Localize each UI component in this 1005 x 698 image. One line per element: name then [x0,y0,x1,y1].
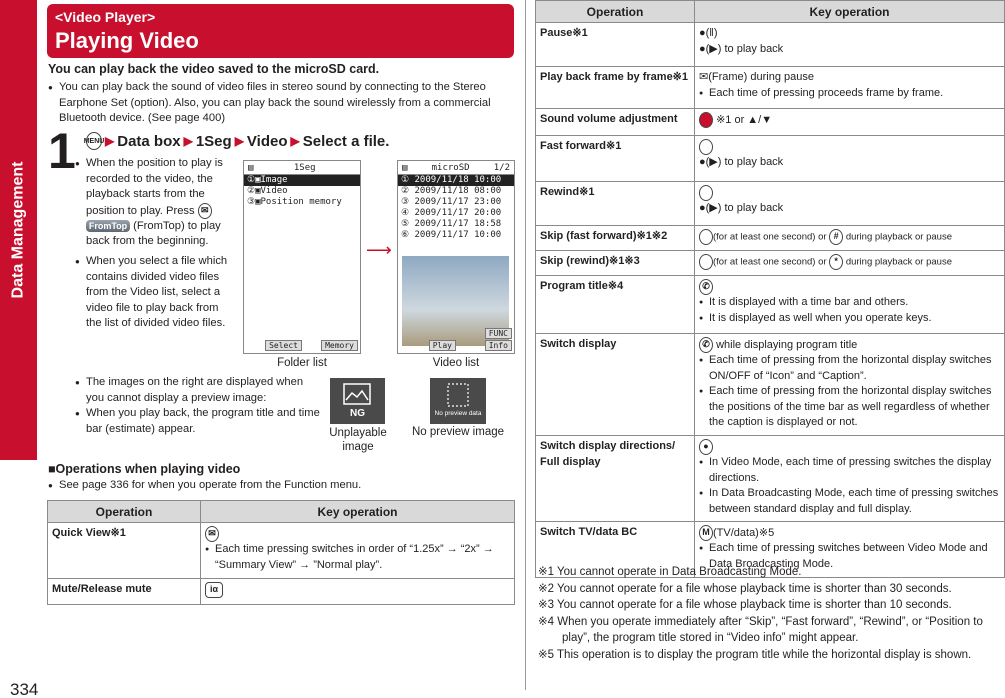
table-row: Switch display ✆ while displaying program title ● Each time of pressing from the horizontal display switches ON/OFF of “Icon” and “Caption”. ● Each time of pressing from the horizontal display switches the positions of the time bar as well regardless of whether the caption is displayed or not. [536,334,1005,436]
memory-softkey: Memory [321,340,358,351]
frame-line: ✉(Frame) during pause [699,71,814,83]
video-screen-page: 1/2 [493,162,510,173]
key-operation-header: Key operation [201,501,515,523]
unplayable-caption: Unplayable image [329,427,387,453]
select-softkey: Select [265,340,302,351]
step-bullet-divided: ● When you select a file which contains divided video files from the Video list, select a video file to play back from the list of divided video files. [75,254,235,332]
asterisk-key-icon: * [829,254,843,270]
table-row [536,23,1005,67]
op-skip-forward: Skip (fast forward)※1※2 [536,226,695,251]
call-key-icon: ✆ [699,279,713,295]
quick-view-note: ● Each time pressing switches in order of “1.25x” → “2x” → “Summary View” → ”Normal play”. [205,542,510,573]
key-operation-header: Key operation [695,1,1005,23]
side-key-icon [699,112,713,128]
footnote: ※5 This operation is to display the program title while the horizontal display is shown. [538,648,972,661]
arrow-icon: ⟶ [366,240,392,260]
left-key-icon [699,254,713,270]
footnote: ※1 You cannot operate in Data Broadcasting Mode. [538,566,802,578]
triangle-icon: ▶ [290,134,300,148]
column-divider [525,0,526,690]
menu-key-icon: MENU [86,132,102,150]
table-header-row [48,501,515,523]
table-row: Skip (fast forward)※1※2 (for at least one second) or # during playback or pause [536,226,1005,251]
op-switch-display: Switch display [536,334,695,436]
section-title: ■Operations when playing video [48,462,241,476]
video-row: ⑥ 2009/11/17 10:00 [401,230,502,240]
folder-screen-title: 1Seg [293,162,316,173]
triangle-icon: ▶ [105,134,115,148]
page-title: Playing Video [55,28,199,53]
folder-list-caption: Folder list [277,357,327,369]
folder-row: ②▣Video [247,186,288,196]
table-row [536,109,1005,136]
op-switch-tv-data: Switch TV/data BC [536,522,695,578]
video-row: ① 2009/11/18 10:00 [398,175,514,186]
video-list-screen: ▤ microSD 1/2 ① 2009/11/18 10:00 ② 2009/11/18 08:00 ③ 2009/11/17 23:00 ④ 2009/11/17 20:00 ⑤ 2009/11/17 18:58 ⑥ 2009/11/17 10:00 Play FUNC Info [397,160,515,354]
video-screen-title: microSD [431,162,470,173]
op-pause: Pause※1 [536,23,695,67]
table-row: Switch display directions/ Full display ● ● In Video Mode, each time of pressing switches the display directions. ● In Data Broadcasting Mode, each time of pressing switches between standard display and full display. [536,436,1005,522]
hash-key-icon: # [829,229,843,245]
triangle-icon: ▶ [234,134,244,148]
pause-line: ●(‖) [699,27,718,39]
video-list-caption: Video list [432,357,480,369]
table-header-row [536,1,1005,23]
folder-row: ①▣Image [244,175,360,186]
right-key-icon [699,139,713,155]
left-operations-table [47,500,515,605]
triangle-icon: ▶ [183,134,193,148]
side-tab-label: Data Management [9,161,27,299]
op-fast-forward: Fast forward※1 [536,136,695,182]
volume-line: ※1 or ▲/▼ [716,113,773,126]
table-row: Program title※4 ✆ ● It is displayed with a time bar and others. ● It is displayed as well when you operate keys. [536,276,1005,334]
step-number: 1 [48,123,76,179]
left-key-icon [699,185,713,201]
footnote: ※4 When you operate immediately after “Skip”, “Fast forward”, “Rewind”, or “Position to play”, the program title stored in “Video info” might appear. [538,615,983,644]
op-mute: Mute/Release mute [48,579,201,605]
op-switch-directions: Switch display directions/ Full display [536,436,695,522]
menu-key-icon: M [699,525,713,541]
unplayable-icon-text: NG [350,408,365,419]
lead-text: You can play back the video saved to the microSD card. [48,62,380,76]
video-row: ② 2009/11/18 08:00 [401,186,502,196]
mail-key-icon: ✉ [198,203,212,219]
operation-header: Operation [536,1,695,23]
fast-forward-line: ●(▶) to play back [699,156,784,169]
header-subtitle: <Video Player> [55,9,156,25]
side-tab [0,0,37,698]
section-note: ● See page 336 for when you operate from the Function menu. [48,478,518,494]
video-row: ④ 2009/11/17 20:00 [401,208,502,218]
step-part-select: Select a file. [302,132,390,150]
intro-bullet: ● You can play back the sound of video files in stereo sound by connecting to the Stereo Earphone Set (option). Also, you can play back the sound wirelessly from a commercial Bluetooth device. (See page 400) [48,80,518,127]
op-frame-by-frame: Play back frame by frame※1 [536,67,695,109]
mail-key-icon: ✉ [205,526,219,542]
call-key-icon: ✆ [699,337,713,353]
op-sound-volume: Sound volume adjustment [536,109,695,136]
page-number: 334 [10,680,39,698]
unplayable-icon [330,378,385,424]
play-softkey: Play [429,340,456,351]
right-key-icon [699,229,713,245]
step-part-data-box: Data box [117,132,181,150]
op-program-title: Program title※4 [536,276,695,334]
frame-note: ● Each time of pressing proceeds frame by frame. [699,86,1000,102]
table-row: Skip (rewind)※1※3 (for at least one second) or * during playback or pause [536,251,1005,276]
video-row: ③ 2009/11/17 23:00 [401,197,502,207]
rewind-line: ●(▶) to play back [699,202,784,215]
operation-header: Operation [48,501,201,523]
table-row [48,579,515,605]
folder-row: ③▣Position memory [247,197,342,207]
no-preview-caption: No preview image [411,426,505,438]
op-skip-rewind: Skip (rewind)※1※3 [536,251,695,276]
table-row [48,523,515,579]
folder-list-screen: ▤ 1Seg ①▣Image ②▣Video ③▣Position memory Select Memory [243,160,361,354]
video-row: ⑤ 2009/11/17 18:58 [401,219,502,229]
step-bullet-position: ● When the position to play is recorded to the video, the playback starts from the position to play. Press ✉ FromTop (FromTop) to play back from the beginning. [75,156,235,250]
footnote: ※3 You cannot operate for a file whose playback time is shorter than 10 seconds. [538,599,952,611]
i-alpha-key-icon: iα [205,582,223,598]
table-row [536,67,1005,109]
func-softkey: FUNC [485,328,512,339]
footnotes [538,564,1002,663]
op-quick-view: Quick View※1 [48,523,201,579]
step-bullet-preview: ● The images on the right are displayed when you cannot display a preview image: [75,375,320,406]
table-row: Switch TV/data BC M (TV/data)※5 ● Each time of pressing switches between Video Mode and Data Broadcasting Mode. [536,522,1005,578]
step-part-video: Video [246,132,288,150]
table-row [536,136,1005,182]
op-rewind: Rewind※1 [536,182,695,226]
no-preview-icon [430,378,486,424]
info-softkey: Info [485,340,512,351]
footnote: ※2 You cannot operate for a file whose playback time is shorter than 30 seconds. [538,582,952,595]
camera-key-icon: ● [699,439,713,455]
no-preview-icon-text: No preview data [434,410,482,417]
step-part-1seg: 1Seg [195,132,232,150]
step-instruction [83,132,390,150]
fromtop-softkey: FromTop [86,220,130,232]
table-row [536,182,1005,226]
pause-line: ●(▶) to play back [699,42,784,55]
step-bullet-title: ● When you play back, the program title and time bar (estimate) appear. [75,406,320,437]
page-header [47,4,514,58]
right-operations-table [535,0,1005,578]
